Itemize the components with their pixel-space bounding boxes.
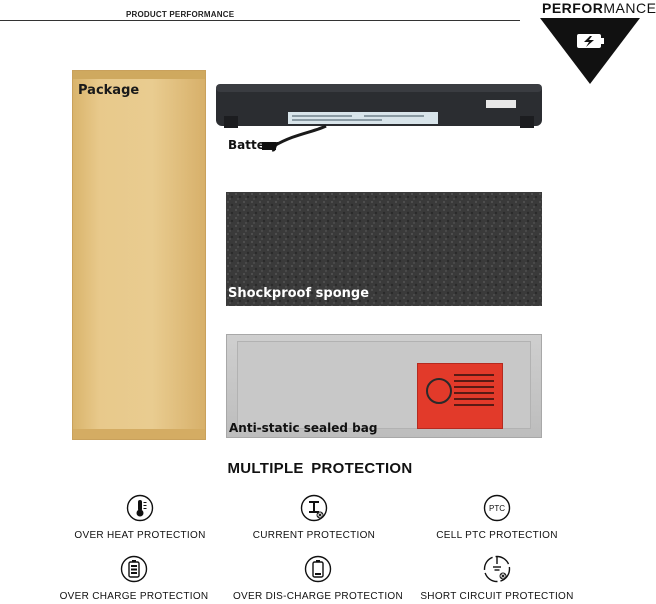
package-label: Package — [78, 83, 140, 98]
feature-cell-ptc — [407, 494, 587, 541]
short-circuit-icon — [483, 555, 511, 583]
sticker-text-lines — [454, 374, 494, 410]
feature-label: OVER DIS-CHARGE PROTECTION — [232, 591, 404, 602]
performance-badge — [540, 18, 640, 86]
feature-label: CELL PTC PROTECTION — [436, 530, 558, 541]
brand-title — [542, 0, 656, 16]
ptc-icon-text: PTC — [489, 504, 505, 513]
warning-sticker — [417, 363, 503, 429]
feature-short-circuit — [407, 555, 587, 602]
battery-spec-label — [288, 112, 438, 124]
battery-empty-icon — [304, 555, 332, 583]
current-icon — [300, 494, 328, 522]
protection-title: MULTIPLE PROTECTION — [227, 460, 413, 477]
feature-over-heat — [50, 494, 230, 541]
battery-full-icon — [120, 555, 148, 583]
brand-title-light: MANCE — [603, 0, 656, 16]
esd-symbol-icon — [426, 378, 452, 404]
thermometer-icon — [126, 494, 154, 522]
feature-current — [224, 494, 404, 541]
package-box-image — [72, 70, 206, 440]
battery-charge-icon — [577, 34, 604, 48]
box-top-flap — [73, 71, 205, 79]
feature-label: CURRENT PROTECTION — [252, 530, 376, 541]
feature-label: SHORT CIRCUIT PROTECTION — [420, 591, 574, 602]
brand-title-bold: PERFOR — [542, 0, 604, 16]
header-divider — [0, 20, 520, 21]
section-caption: PRODUCT PERFORMANCE — [126, 10, 235, 19]
battery-cable — [274, 126, 326, 146]
sponge-label: Shockproof sponge — [228, 286, 370, 301]
battery-label: Battery — [228, 138, 279, 152]
feature-label: OVER CHARGE PROTECTION — [59, 591, 209, 602]
bag-label: Anti-static sealed bag — [229, 421, 378, 435]
feature-over-discharge — [228, 555, 408, 602]
feature-label: OVER HEAT PROTECTION — [74, 530, 206, 541]
ptc-icon — [483, 494, 511, 522]
feature-over-charge — [44, 555, 224, 602]
box-bottom-flap — [73, 429, 205, 439]
